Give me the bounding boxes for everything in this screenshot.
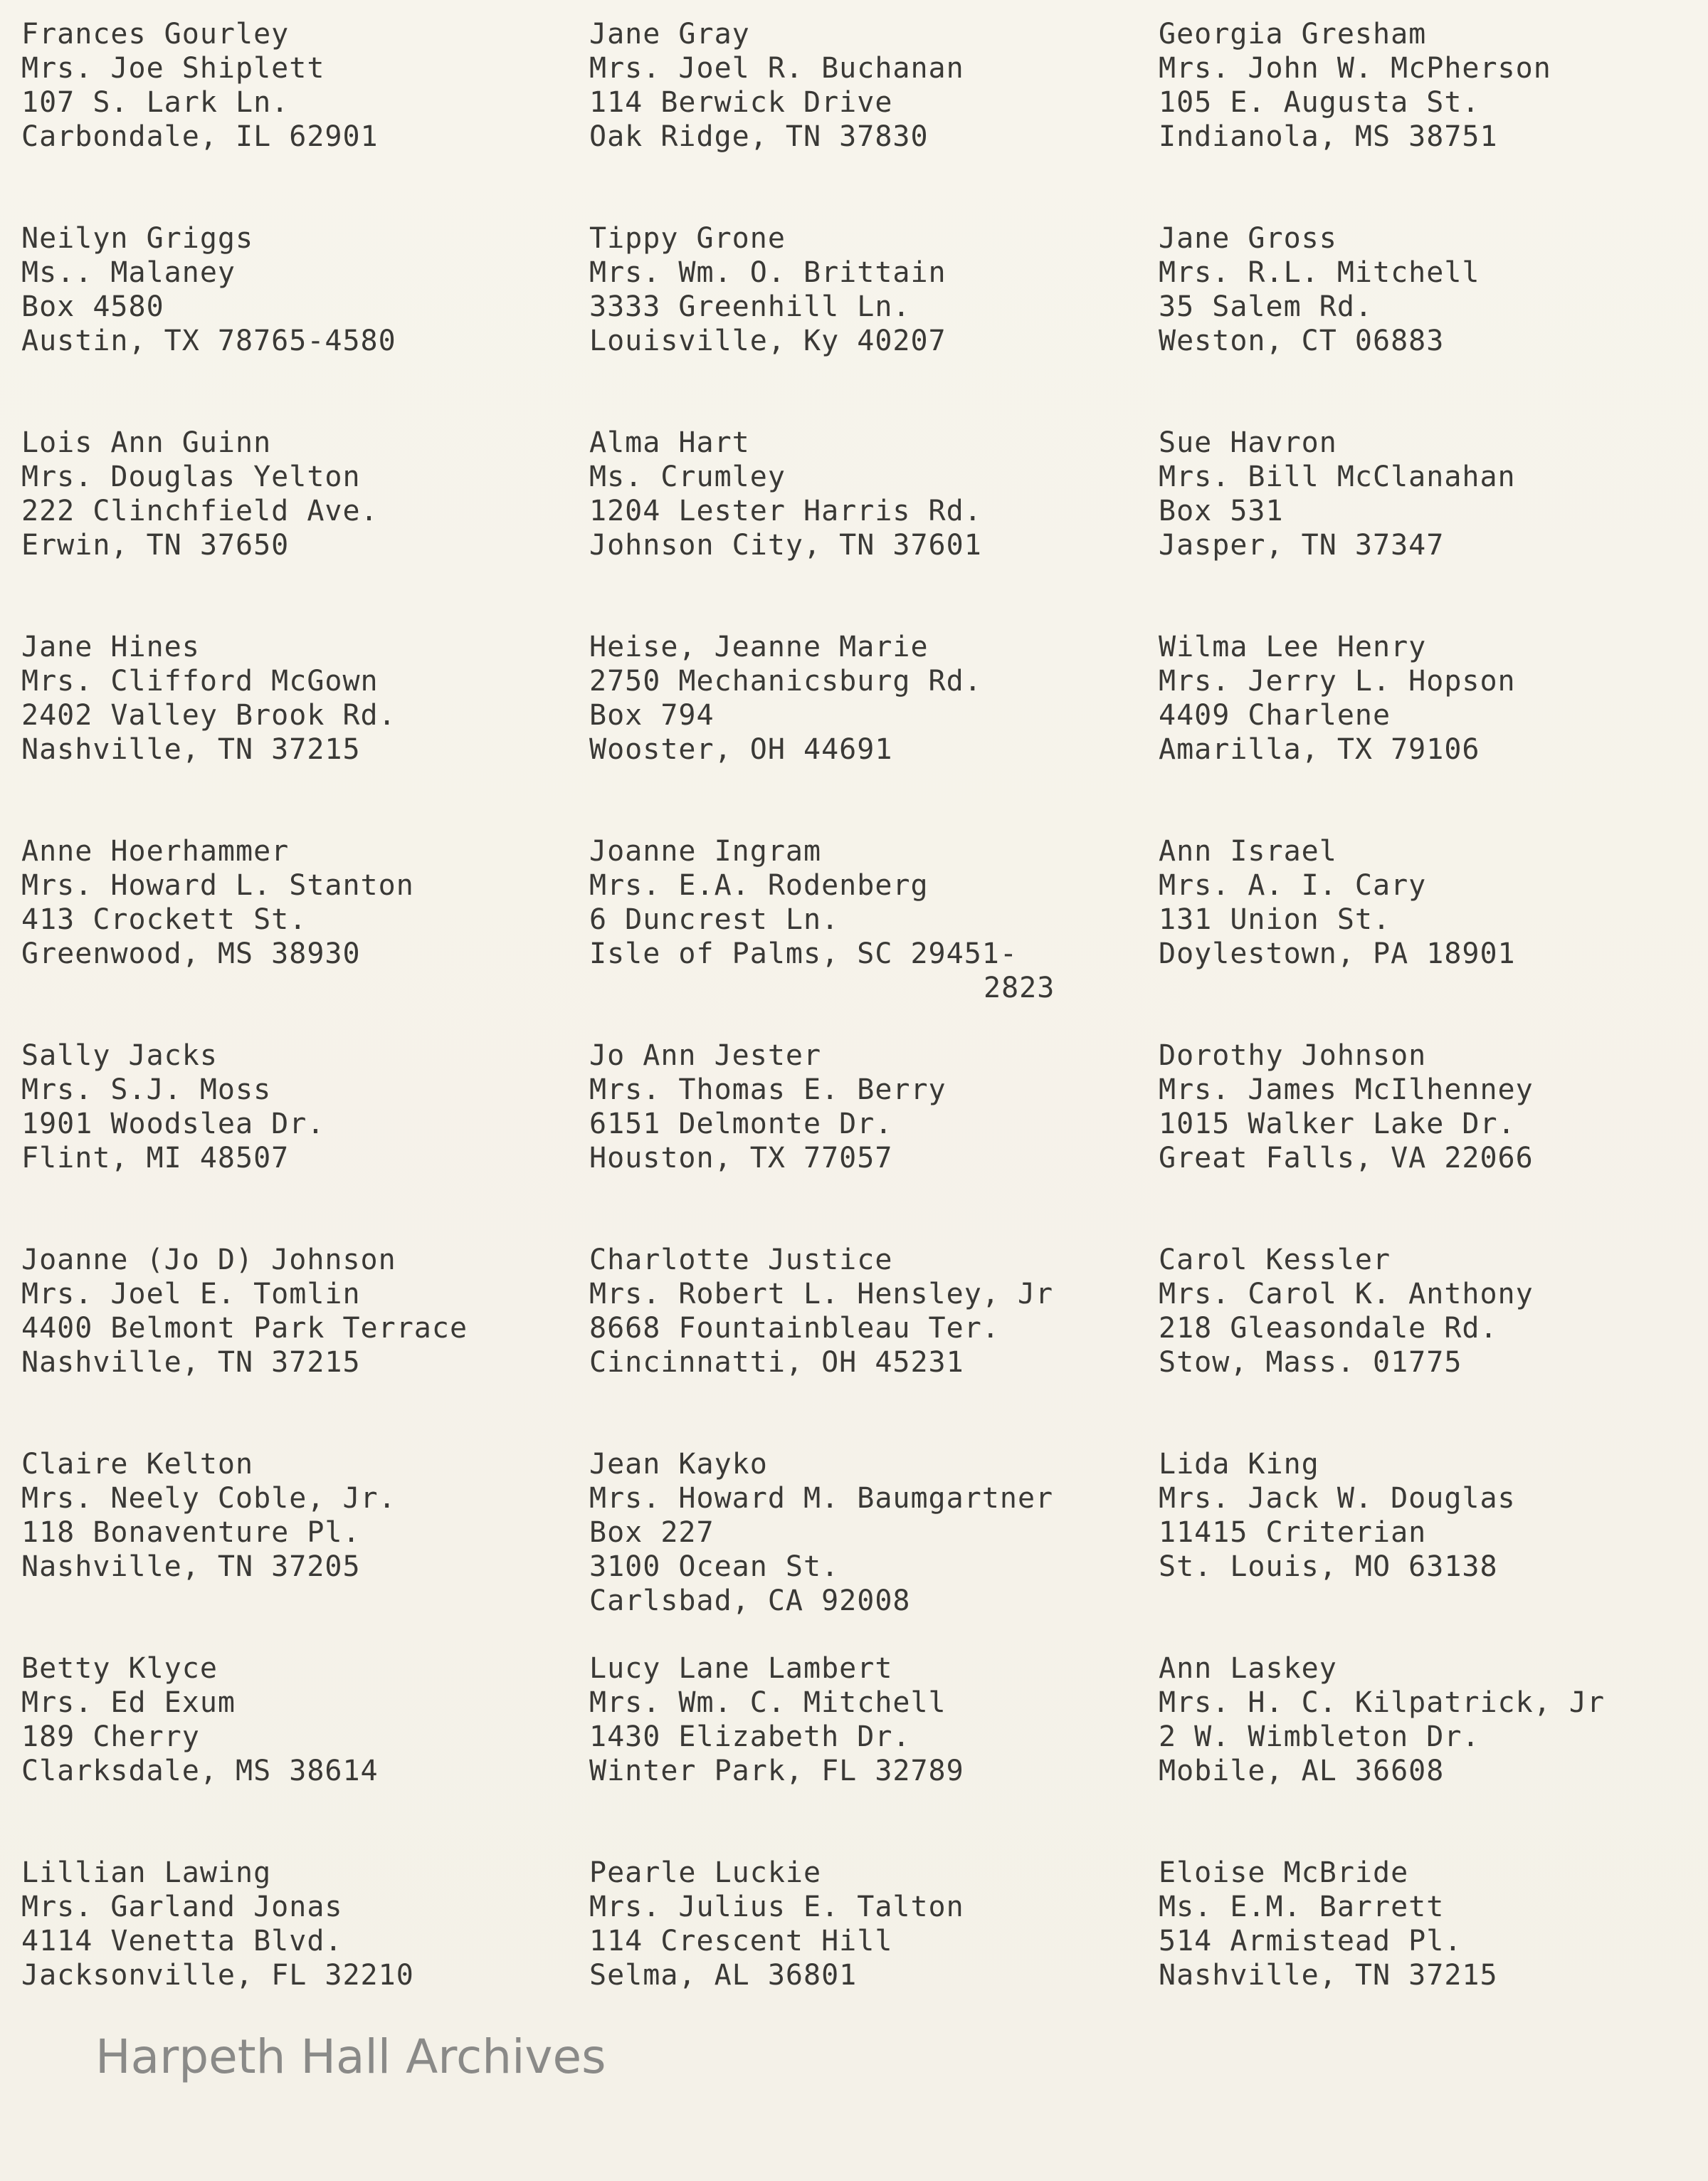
address-entry <box>21 221 589 426</box>
entry-name: Joanne Ingram <box>589 835 822 868</box>
address-entry <box>1159 221 1701 426</box>
entry-line: Mrs. Ed Exum <box>21 1686 236 1719</box>
entry-line: Selma, AL 36801 <box>589 1959 858 1992</box>
entry-line: Mobile, AL 36608 <box>1159 1755 1445 1787</box>
entry-line: 114 Berwick Drive <box>589 86 893 119</box>
entry-line: Mrs. Wm. C. Mitchell <box>589 1686 947 1719</box>
entry-line: Clarksdale, MS 38614 <box>21 1755 379 1787</box>
address-entry <box>1159 630 1701 834</box>
entry-line: 35 Salem Rd. <box>1159 290 1373 323</box>
entry-line: Carlsbad, CA 92008 <box>589 1584 911 1617</box>
entry-line: 4400 Belmont Park Terrace <box>21 1312 468 1345</box>
entry-name: Dorothy Johnson <box>1159 1039 1427 1072</box>
entry-line: Winter Park, FL 32789 <box>589 1755 964 1787</box>
entry-line: Stow, Mass. 01775 <box>1159 1346 1462 1379</box>
entry-line: Box 794 <box>589 699 715 732</box>
entry-line: Nashville, TN 37215 <box>1159 1959 1498 1992</box>
address-entry <box>589 1243 1159 1447</box>
address-entry <box>589 1651 1159 1856</box>
address-entry <box>589 630 1159 834</box>
entry-line: 1430 Elizabeth Dr. <box>589 1720 911 1753</box>
address-entry <box>1159 834 1701 1039</box>
entry-name: Ann Laskey <box>1159 1652 1337 1685</box>
entry-name: Sue Havron <box>1159 426 1337 459</box>
entry-line: Nashville, TN 37215 <box>21 733 361 766</box>
entry-line: Indianola, MS 38751 <box>1159 120 1498 153</box>
entry-name: Jean Kayko <box>589 1448 768 1481</box>
entry-line: 6151 Delmonte Dr. <box>589 1108 893 1140</box>
entry-name: Sally Jacks <box>21 1039 218 1072</box>
entry-name: Ann Israel <box>1159 835 1337 868</box>
entry-line: 11415 Criterian <box>1159 1516 1427 1549</box>
address-entry <box>1159 1243 1701 1447</box>
entry-name: Jane Gross <box>1159 222 1337 255</box>
entry-line: Box 227 <box>589 1516 715 1549</box>
entry-line: Mrs. Joel E. Tomlin <box>21 1278 361 1310</box>
address-entry <box>589 17 1159 221</box>
entry-line: Flint, MI 48507 <box>21 1142 290 1174</box>
entry-line: Ms. Crumley <box>589 461 786 493</box>
entry-line: Mrs. R.L. Mitchell <box>1159 256 1480 289</box>
entry-name: Wilma Lee Henry <box>1159 631 1427 663</box>
entry-line: Wooster, OH 44691 <box>589 733 893 766</box>
entry-line: Mrs. Bill McClanahan <box>1159 461 1516 493</box>
entry-line: 413 Crockett St. <box>21 903 307 936</box>
address-entry <box>589 1447 1159 1651</box>
address-entry <box>1159 1856 1701 2060</box>
entry-name: Pearle Luckie <box>589 1856 822 1889</box>
entry-line: Box 4580 <box>21 290 164 323</box>
entry-line: 2750 Mechanicsburg Rd. <box>589 665 982 698</box>
entry-line: Ms. E.M. Barrett <box>1159 1891 1445 1923</box>
entry-line: 6 Duncrest Ln. <box>589 903 840 936</box>
entry-line: Great Falls, VA 22066 <box>1159 1142 1534 1174</box>
archive-watermark: Harpeth Hall Archives <box>95 2029 606 2084</box>
entry-line: Mrs. James McIlhenney <box>1159 1073 1534 1106</box>
entry-line: Amarilla, TX 79106 <box>1159 733 1480 766</box>
entry-line: Isle of Palms, SC 29451- <box>589 937 1018 970</box>
address-entry <box>1159 426 1701 630</box>
address-entry <box>1159 17 1701 221</box>
entry-line: Mrs. Robert L. Hensley, Jr <box>589 1278 1054 1310</box>
entry-line: Mrs. Garland Jonas <box>21 1891 343 1923</box>
address-entry <box>21 1447 589 1651</box>
entry-name: Lucy Lane Lambert <box>589 1652 893 1685</box>
entry-line: 4409 Charlene <box>1159 699 1391 732</box>
entry-line: Johnson City, TN 37601 <box>589 529 982 562</box>
entry-line: Nashville, TN 37215 <box>21 1346 361 1379</box>
address-entry <box>589 1856 1159 2060</box>
entry-zip-continuation: 2823 <box>984 972 1055 1004</box>
entry-line: Mrs. Joel R. Buchanan <box>589 52 964 85</box>
address-directory <box>21 17 1701 2060</box>
address-entry <box>21 1651 589 1856</box>
address-entry <box>1159 1039 1701 1243</box>
address-entry <box>1159 1447 1701 1651</box>
entry-line: Oak Ridge, TN 37830 <box>589 120 929 153</box>
entry-name: Jo Ann Jester <box>589 1039 822 1072</box>
entry-line: 1015 Walker Lake Dr. <box>1159 1108 1516 1140</box>
address-entry <box>21 1243 589 1447</box>
entry-line: 2402 Valley Brook Rd. <box>21 699 396 732</box>
address-entry <box>21 426 589 630</box>
entry-line: Mrs. John W. McPherson <box>1159 52 1551 85</box>
entry-line: Mrs. Howard L. Stanton <box>21 869 414 902</box>
entry-line: Mrs. H. C. Kilpatrick, Jr <box>1159 1686 1606 1719</box>
entry-line: 4114 Venetta Blvd. <box>21 1925 343 1957</box>
entry-line: St. Louis, MO 63138 <box>1159 1550 1498 1583</box>
entry-line: Austin, TX 78765-4580 <box>21 325 396 357</box>
entry-name: Georgia Gresham <box>1159 18 1427 51</box>
entry-name: Heise, Jeanne Marie <box>589 631 929 663</box>
address-entry <box>589 426 1159 630</box>
entry-name: Eloise McBride <box>1159 1856 1409 1889</box>
entry-name: Neilyn Griggs <box>21 222 254 255</box>
address-entry <box>1159 1651 1701 1856</box>
entry-line: 114 Crescent Hill <box>589 1925 893 1957</box>
entry-line: 218 Gleasondale Rd. <box>1159 1312 1498 1345</box>
entry-line: Jasper, TN 37347 <box>1159 529 1445 562</box>
entry-line: 3100 Ocean St. <box>589 1550 840 1583</box>
entry-line: Mrs. Carol K. Anthony <box>1159 1278 1534 1310</box>
entry-line: Weston, CT 06883 <box>1159 325 1445 357</box>
entry-line: 3333 Greenhill Ln. <box>589 290 911 323</box>
entry-line: Mrs. Douglas Yelton <box>21 461 361 493</box>
entry-line: Erwin, TN 37650 <box>21 529 290 562</box>
entry-line: Mrs. Jack W. Douglas <box>1159 1482 1516 1515</box>
entry-line: 514 Armistead Pl. <box>1159 1925 1462 1957</box>
entry-line: 118 Bonaventure Pl. <box>21 1516 361 1549</box>
entry-name: Jane Hines <box>21 631 200 663</box>
entry-line: Box 531 <box>1159 495 1284 527</box>
entry-line: Nashville, TN 37205 <box>21 1550 361 1583</box>
entry-line: Mrs. Wm. O. Brittain <box>589 256 947 289</box>
entry-line: Mrs. Howard M. Baumgartner <box>589 1482 1054 1515</box>
entry-name: Carol Kessler <box>1159 1244 1391 1276</box>
address-entry <box>589 834 1159 1039</box>
entry-name: Betty Klyce <box>21 1652 218 1685</box>
entry-line: Jacksonville, FL 32210 <box>21 1959 414 1992</box>
entry-line: 1901 Woodslea Dr. <box>21 1108 325 1140</box>
entry-line: 105 E. Augusta St. <box>1159 86 1480 119</box>
entry-line: 8668 Fountainbleau Ter. <box>589 1312 1000 1345</box>
entry-line: Mrs. Neely Coble, Jr. <box>21 1482 396 1515</box>
entry-line: Carbondale, IL 62901 <box>21 120 379 153</box>
entry-line: Mrs. Jerry L. Hopson <box>1159 665 1516 698</box>
entry-name: Frances Gourley <box>21 18 290 51</box>
entry-line: Mrs. Joe Shiplett <box>21 52 325 85</box>
entry-line: 189 Cherry <box>21 1720 200 1753</box>
entry-name: Anne Hoerhammer <box>21 835 290 868</box>
entry-line: Mrs. Thomas E. Berry <box>589 1073 947 1106</box>
address-entry <box>589 221 1159 426</box>
entry-line: Doylestown, PA 18901 <box>1159 937 1516 970</box>
entry-line: Mrs. Clifford McGown <box>21 665 379 698</box>
entry-name: Jane Gray <box>589 18 750 51</box>
entry-name: Alma Hart <box>589 426 750 459</box>
address-entry <box>21 630 589 834</box>
entry-line: Greenwood, MS 38930 <box>21 937 361 970</box>
entry-name: Lillian Lawing <box>21 1856 272 1889</box>
entry-line: 107 S. Lark Ln. <box>21 86 290 119</box>
entry-line: Mrs. Julius E. Talton <box>589 1891 964 1923</box>
entry-name: Lois Ann Guinn <box>21 426 272 459</box>
entry-line: Louisville, Ky 40207 <box>589 325 947 357</box>
address-entry <box>21 17 589 221</box>
entry-name: Claire Kelton <box>21 1448 254 1481</box>
entry-name: Lida King <box>1159 1448 1319 1481</box>
entry-line: Mrs. A. I. Cary <box>1159 869 1427 902</box>
address-entry <box>21 834 589 1039</box>
entry-line: Ms.. Malaney <box>21 256 236 289</box>
entry-line: Cincinnatti, OH 45231 <box>589 1346 964 1379</box>
entry-line: Houston, TX 77057 <box>589 1142 893 1174</box>
address-entry <box>21 1039 589 1243</box>
entry-line: 222 Clinchfield Ave. <box>21 495 379 527</box>
entry-name: Joanne (Jo D) Johnson <box>21 1244 396 1276</box>
entry-line: 131 Union St. <box>1159 903 1391 936</box>
entry-line: 1204 Lester Harris Rd. <box>589 495 982 527</box>
entry-name: Charlotte Justice <box>589 1244 893 1276</box>
entry-name: Tippy Grone <box>589 222 786 255</box>
entry-line: Mrs. E.A. Rodenberg <box>589 869 929 902</box>
entry-line: 2 W. Wimbleton Dr. <box>1159 1720 1480 1753</box>
address-entry <box>589 1039 1159 1243</box>
entry-line: Mrs. S.J. Moss <box>21 1073 272 1106</box>
